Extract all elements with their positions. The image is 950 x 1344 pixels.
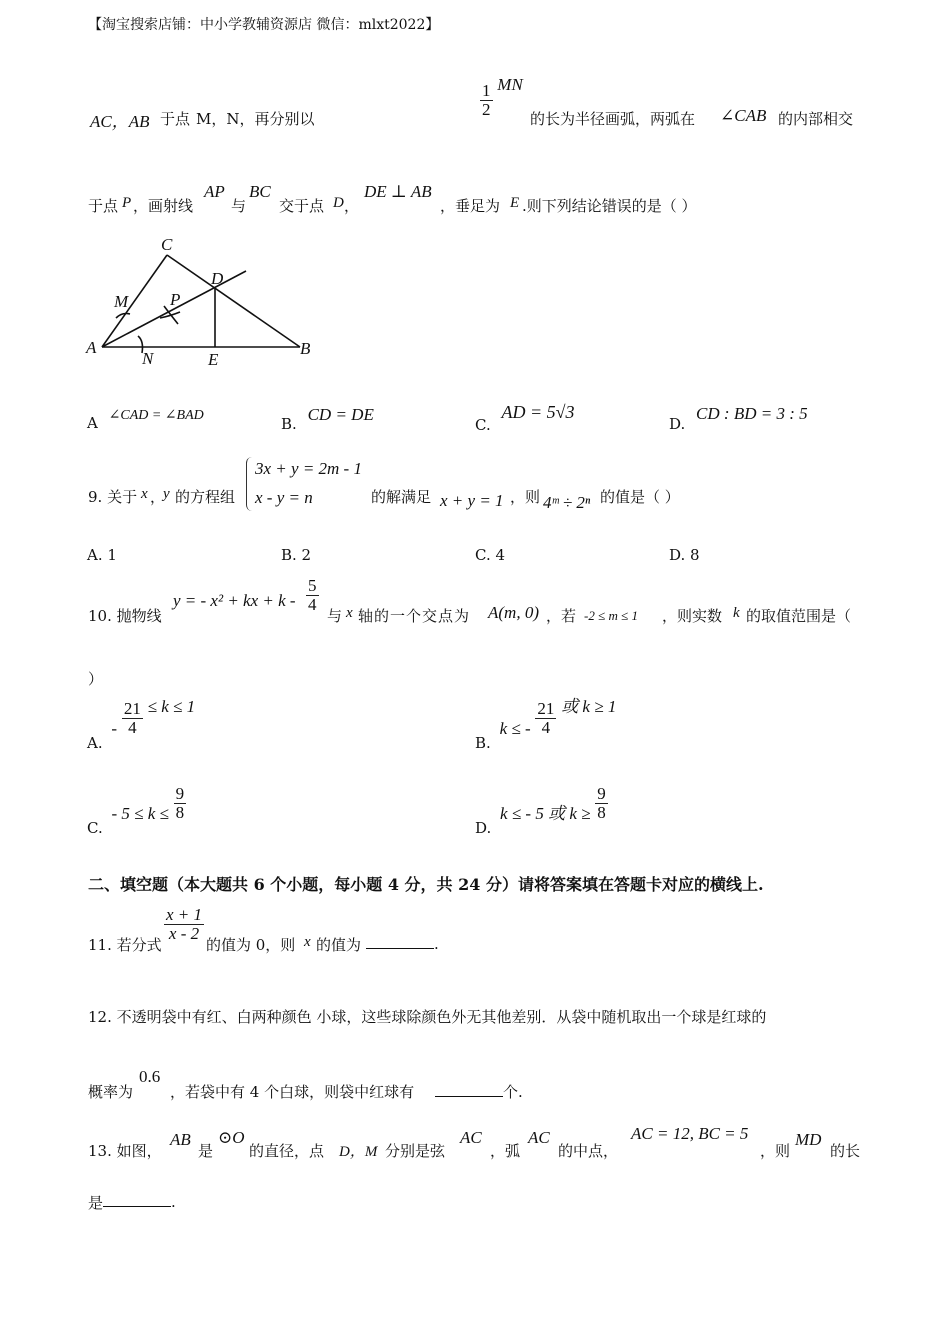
- q12-text: ，若袋中有 4 个白球，则袋中红球有: [170, 1083, 415, 1101]
- q8-geometry-figure: [80, 230, 330, 375]
- q9-text: 的解满足: [371, 488, 432, 506]
- option-letter: A: [87, 414, 98, 432]
- q8-text: ，: [344, 197, 360, 215]
- option-letter: B.: [281, 415, 297, 433]
- q13-text: 的中点，: [558, 1142, 619, 1160]
- label-d: D: [211, 269, 224, 288]
- q11-var-x: x: [304, 934, 311, 950]
- q11-prefix: 11. 若分式: [88, 936, 162, 954]
- q10-option-b: [475, 697, 617, 753]
- q8-text: 于点: [160, 110, 191, 128]
- q8-option-a: [87, 405, 204, 432]
- q10-option-a: [87, 697, 196, 753]
- q11-answer-blank[interactable]: [366, 934, 439, 953]
- option-pre: k ≤ - 5 或 k ≥: [500, 804, 591, 824]
- q10-text: 轴的一个交点为: [358, 607, 471, 625]
- q13-text: 的直径，点: [249, 1142, 325, 1160]
- q13-text: ，弧: [490, 1142, 521, 1160]
- q9-var-y: y: [163, 486, 170, 502]
- q8-text: 的内部相交: [778, 110, 854, 128]
- q10-range: -2 ≤ m ≤ 1: [584, 608, 638, 623]
- section-title: 二、填空题（本大题共 6 个小题，每小题 4 分，共 24 分）请将答案填在答题卡对应的横线上.: [88, 875, 764, 894]
- q10-var-x: x: [346, 605, 353, 621]
- label-m: M: [114, 292, 129, 311]
- q10-fraction: [306, 577, 319, 614]
- option-pre: k ≤ -: [499, 719, 531, 739]
- q9-expression: 4ᵐ ÷ 2ⁿ: [543, 493, 591, 512]
- q8-text: ，画射线: [133, 197, 194, 215]
- fraction-denominator: 4: [308, 594, 317, 614]
- q13-answer-blank[interactable]: [103, 1192, 176, 1211]
- q10-point: A(m, 0): [488, 603, 539, 622]
- q8-text: 的长为半径画弧，两弧在: [530, 110, 696, 128]
- q10-var-k: k: [733, 605, 740, 621]
- q9-equation-2: x - y = n: [255, 488, 313, 507]
- q11-text: 的值为 0，则: [206, 936, 296, 954]
- option-letter: B.: [475, 734, 491, 753]
- fraction-numerator: x + 1: [166, 905, 203, 924]
- fraction-numerator: 21: [537, 699, 555, 718]
- option-letter: A.: [87, 734, 103, 753]
- fraction-denominator: 4: [541, 717, 551, 737]
- q10-function: y = - x² + kx + k -: [173, 591, 296, 610]
- q13-ac-chord: AC: [460, 1128, 482, 1147]
- option-post: 或 k ≥ 1: [561, 697, 617, 717]
- fraction-numerator: 5: [308, 576, 317, 595]
- q13-text: 分别是弦: [385, 1142, 446, 1160]
- q12-end: 个.: [503, 1083, 523, 1101]
- fraction-denominator: 2: [482, 99, 491, 119]
- q8-text: 交于点: [279, 197, 325, 215]
- fraction-denominator: x - 2: [168, 923, 200, 943]
- q13-dm: D，M: [339, 1144, 378, 1160]
- fraction-numerator: 1: [482, 81, 491, 100]
- q8-option-c: [475, 402, 575, 434]
- label-e: E: [208, 350, 219, 369]
- q12-text: 概率为: [88, 1083, 134, 1101]
- page-header: 【淘宝搜索店铺：中小学教辅资源店 微信：mlxt2022】: [88, 17, 440, 33]
- q8-point-p: P: [122, 195, 132, 211]
- q9-prefix: 9. 关于: [88, 488, 138, 506]
- q8-point-e: E: [510, 195, 520, 211]
- q9-comma: ，: [150, 488, 166, 506]
- label-c: C: [161, 235, 173, 254]
- q13-circle-o: ⊙O: [218, 1128, 245, 1147]
- q9-text: 的值是（ ）: [600, 488, 680, 506]
- fraction: [164, 906, 204, 943]
- q8-point-d: D: [333, 195, 344, 211]
- q10-prefix: 10. 抛物线: [88, 607, 162, 625]
- q9-text: ，则: [510, 488, 541, 506]
- label-p: P: [170, 290, 181, 309]
- q12-probability: 0.6: [139, 1067, 161, 1086]
- q13-ac-arc: AC: [528, 1128, 550, 1147]
- q13-text: 是: [198, 1142, 214, 1160]
- fraction: [174, 785, 187, 822]
- option-expr: CD = DE: [307, 405, 374, 424]
- q13-ab: AB: [170, 1130, 191, 1149]
- q9-option-d: D. 8: [669, 546, 700, 564]
- q11-end: .: [434, 935, 439, 953]
- option-letter: D.: [475, 819, 492, 838]
- q13-end: .: [171, 1193, 176, 1211]
- option-expr: CD : BD = 3 : 5: [696, 404, 808, 423]
- fraction: [595, 785, 608, 822]
- fraction: [306, 577, 319, 614]
- option-expr: AD = 5√3: [501, 402, 575, 422]
- fraction-numerator: 21: [123, 699, 141, 718]
- q8-text: ，垂足为: [440, 197, 501, 215]
- q8-segment-bc: BC: [249, 182, 271, 201]
- q11-text: 的值为: [316, 936, 362, 954]
- q9-option-a: A. 1: [87, 546, 117, 564]
- fraction-numerator: 9: [597, 784, 606, 803]
- q8-mn: MN: [497, 75, 523, 95]
- q8-ac-ab: AC，AB: [90, 112, 150, 131]
- q8-option-d: [669, 404, 808, 433]
- q9-condition: x + y = 1: [440, 491, 504, 510]
- option-pre: - 5 ≤ k ≤: [111, 804, 169, 824]
- fraction: [535, 700, 556, 737]
- q10-close-paren: ）: [88, 670, 104, 688]
- q13-given: AC = 12, BC = 5: [631, 1124, 749, 1143]
- label-n: N: [142, 349, 154, 368]
- q10-text: ，则实数: [662, 607, 723, 625]
- q8-de-perp-ab: DE ⊥ AB: [364, 182, 432, 201]
- q13-text: ，则: [760, 1142, 791, 1160]
- fraction-denominator: 8: [175, 802, 185, 822]
- q8-ray-ap: AP: [204, 182, 225, 201]
- option-letter: C.: [475, 416, 491, 434]
- q10-text: 的取值范围是（: [746, 607, 852, 625]
- q10-option-c: [87, 784, 186, 838]
- label-a: A: [86, 338, 97, 357]
- fraction: [122, 700, 143, 737]
- q8-text: 与: [231, 197, 247, 215]
- q10-text: ，若: [546, 607, 577, 625]
- q8-text: .则下列结论错误的是（ ）: [522, 197, 697, 215]
- q9-system-brace: [246, 457, 253, 511]
- q13-prefix: 13. 如图，: [88, 1142, 162, 1160]
- q8-option-b: [281, 405, 374, 433]
- q10-option-d: [475, 784, 608, 838]
- fraction-numerator: 9: [175, 784, 185, 803]
- option-letter: C.: [87, 819, 103, 838]
- option-pre: -: [111, 719, 118, 739]
- q10-text: 与: [327, 607, 343, 625]
- q9-equation-1: 3x + y = 2m - 1: [255, 459, 362, 478]
- q11-fraction: [164, 906, 204, 943]
- q9-var-x: x: [141, 486, 148, 502]
- option-expr: ∠CAD = ∠BAD: [108, 408, 204, 423]
- q12-answer-blank[interactable]: [435, 1081, 523, 1102]
- q9-text: 的方程组: [175, 488, 236, 506]
- side-ac: [102, 255, 167, 347]
- q13-text: 的长: [830, 1142, 861, 1160]
- q8-half-fraction: [480, 75, 523, 119]
- fraction: [480, 82, 493, 119]
- q9-option-c: C. 4: [475, 546, 506, 564]
- side-cb: [167, 255, 300, 347]
- option-post: ≤ k ≤ 1: [147, 697, 196, 717]
- q13-text: 是: [88, 1194, 104, 1212]
- q8-angle-cab: ∠CAB: [720, 106, 767, 125]
- q8-text: M，N，再分别以: [196, 110, 315, 128]
- option-letter: D.: [669, 415, 686, 433]
- q8-text: 于点: [88, 197, 119, 215]
- label-b: B: [300, 339, 311, 358]
- q12-line1: 12. 不透明袋中有红、白两种颜色 小球，这些球除颜色外无其他差别．从袋中随机取出一个球是红球的: [88, 1008, 767, 1026]
- q9-option-b: B. 2: [281, 546, 312, 564]
- q13-md: MD: [795, 1130, 822, 1149]
- fraction-denominator: 4: [128, 717, 137, 737]
- fraction-denominator: 8: [597, 802, 606, 822]
